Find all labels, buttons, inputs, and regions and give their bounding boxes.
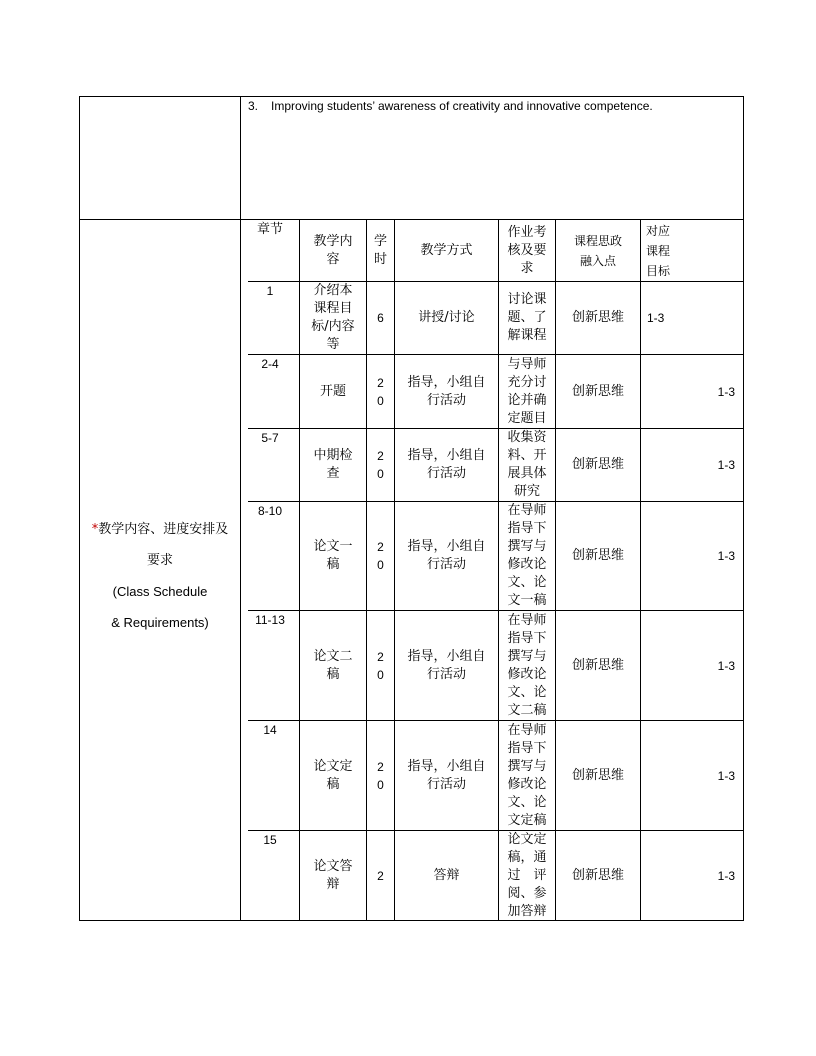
row-content: [300, 502, 366, 610]
row-method-line: 行活动: [426, 557, 466, 572]
row-method-line: 行活动: [426, 776, 466, 792]
row-assessment-line: 料、开: [507, 448, 547, 463]
row-assessment-line: 在导师: [507, 722, 547, 738]
row-hours-line: 0: [377, 467, 384, 481]
row-assessment: [499, 721, 555, 830]
section-label-line3: (Class Schedule: [112, 584, 208, 599]
row-hours: [367, 355, 394, 428]
row-goal-cell: [641, 429, 743, 501]
header-assessment-line: 求: [520, 260, 534, 276]
row-content: [300, 429, 366, 501]
row-assessment-line: 在导师: [507, 503, 547, 518]
row-hours-line: 2: [377, 449, 384, 463]
row-method-line: 指导，小组自: [407, 448, 486, 463]
row-content-line: 稿: [326, 557, 340, 572]
row-content-line: 开题: [319, 383, 346, 399]
row-assessment: [499, 282, 555, 354]
header-goal: [646, 220, 670, 281]
row-ideology: 创新思维: [571, 867, 624, 883]
row-method-line: 指导，小组自: [407, 539, 486, 554]
row-assessment-line: 撰写与: [507, 648, 547, 664]
row-method: [395, 831, 498, 920]
row-assessment-line: 阅、参: [507, 885, 547, 901]
header-hours-line: 学: [373, 233, 387, 249]
header-ideology: [556, 220, 640, 281]
row-assessment: [499, 831, 555, 920]
row-ideology-cell: [556, 282, 640, 354]
header-goal-line: 对应: [646, 223, 671, 238]
row-ideology: 创新思维: [571, 548, 624, 563]
row-content-line: 论文答: [313, 858, 353, 874]
row-content: [300, 721, 366, 830]
row-goal-cell: [641, 831, 743, 920]
row-content: [300, 831, 366, 920]
row-hours-line: 0: [377, 558, 384, 572]
row-assessment-line: 修改论: [507, 557, 547, 572]
row-assessment-line: 撰写与: [507, 758, 547, 774]
row-assessment-line: 与导师: [507, 356, 547, 372]
row-assessment-line: 论文定: [507, 831, 547, 847]
row-assessment: [499, 611, 555, 720]
row-ideology-cell: [556, 721, 640, 830]
row-hours-line: 2: [377, 759, 384, 774]
row-content-line: 中期检: [313, 448, 353, 463]
row-ideology: 创新思维: [571, 383, 624, 399]
row-hours-line: 6: [377, 311, 384, 325]
row-method: [395, 429, 498, 501]
header-goal-line: 目标: [646, 263, 671, 278]
required-asterisk: *: [91, 522, 99, 537]
row-method: [395, 355, 498, 428]
row-content-line: 查: [326, 466, 340, 481]
row-hours: [367, 831, 394, 920]
row-hours: [367, 282, 394, 354]
row-assessment-line: 充分讨: [507, 374, 547, 390]
row-ideology-cell: [556, 502, 640, 610]
row-ideology-cell: [556, 429, 640, 501]
row-assessment-line: 指导下: [507, 740, 547, 756]
row-goal-cell: [641, 355, 743, 428]
row-hours-line: 2: [377, 868, 384, 883]
row-goal: 1-3: [647, 311, 665, 325]
row-assessment: [499, 429, 555, 501]
row-assessment: [499, 502, 555, 610]
row-ideology-cell: [556, 611, 640, 720]
row-chapter: 1: [266, 284, 274, 298]
row-assessment-line: 论并确: [507, 392, 547, 408]
row-assessment-line: 文、论: [507, 794, 547, 810]
row-goal: 1-3: [717, 384, 735, 399]
row-assessment-line: 展具体: [507, 466, 547, 481]
section-label: [80, 515, 240, 640]
header-method-line: 教学方式: [420, 242, 473, 258]
row-hours-line: 2: [377, 540, 384, 554]
row-ideology-cell: [556, 831, 640, 920]
row-assessment-line: 文定稿: [507, 812, 547, 828]
row-content: [300, 611, 366, 720]
header-content: [300, 220, 366, 281]
header-assessment: [499, 220, 555, 281]
row-assessment-line: 加答辩: [507, 903, 547, 919]
row-method-line: 指导，小组自: [407, 758, 486, 774]
header-hours-line: 时: [373, 251, 387, 267]
row-chapter: 11-13: [255, 613, 285, 627]
row-hours-line: 0: [377, 393, 384, 408]
row-chapter: 15: [263, 833, 277, 847]
row-method-line: 行活动: [426, 392, 466, 408]
header-ideology-line: 融入点: [579, 253, 616, 268]
header-hours: [367, 220, 394, 281]
row-goal: 1-3: [717, 868, 735, 883]
row-content-line: 等: [326, 337, 340, 352]
section-label-line4: & Requirements): [111, 615, 209, 630]
row-assessment-line: 撰写与: [507, 539, 547, 554]
row-ideology: 创新思维: [571, 310, 624, 325]
row-goal: 1-3: [717, 549, 735, 563]
row-ideology: 创新思维: [571, 657, 624, 673]
row-method-line: 答辩: [433, 867, 460, 883]
row-assessment-line: 指导下: [507, 630, 547, 646]
row-goal-cell: [641, 282, 743, 354]
row-assessment-line: 定题目: [507, 410, 547, 426]
row-ideology: 创新思维: [571, 767, 624, 783]
row-method-line: 讲授/讨论: [418, 310, 475, 325]
row-method: [395, 502, 498, 610]
row-assessment-line: 修改论: [507, 666, 547, 682]
header-chapter: 章节: [256, 222, 283, 237]
row-hours-line: 2: [377, 649, 384, 664]
header-assessment-line: 核及要: [507, 242, 547, 258]
row-assessment: [499, 355, 555, 428]
row-goal: 1-3: [717, 458, 735, 472]
row-assessment-line: 稿，通: [507, 849, 547, 865]
header-ideology-line: 课程思政: [573, 233, 622, 248]
row-hours-line: 0: [377, 777, 384, 792]
row-goal: 1-3: [717, 768, 735, 783]
row-content-line: 论文一: [313, 539, 353, 554]
row-hours-line: 0: [377, 667, 384, 682]
row-hours-line: 2: [377, 375, 384, 390]
row-content: [300, 282, 366, 354]
row-assessment-line: 研究: [513, 484, 540, 499]
section-label-line2: 要求: [146, 553, 173, 568]
row-chapter: 5-7: [261, 431, 279, 445]
row-assessment-line: 文二稿: [507, 702, 547, 718]
row-content: [300, 355, 366, 428]
row-assessment-line: 解课程: [507, 328, 547, 343]
row-content-line: 稿: [326, 776, 340, 792]
row-method: [395, 282, 498, 354]
section-label-line1: 教学内容、进度安排及: [98, 522, 229, 537]
row-assessment-line: 收集资: [507, 430, 547, 445]
row-goal-cell: [641, 611, 743, 720]
objective-number: 3.: [248, 99, 259, 113]
row-method-line: 指导，小组自: [407, 648, 486, 664]
row-method-line: 行活动: [426, 666, 466, 682]
row-content-line: 辩: [326, 876, 340, 892]
header-method: [395, 220, 498, 281]
row-content-line: 介绍本: [313, 283, 353, 298]
row-hours: [367, 611, 394, 720]
row-assessment-line: 文、论: [507, 575, 547, 590]
row-hours: [367, 502, 394, 610]
header-content-line: 教学内: [313, 233, 353, 249]
row-ideology: 创新思维: [571, 457, 624, 472]
row-assessment-line: 修改论: [507, 776, 547, 792]
row-chapter: 14: [263, 723, 277, 737]
row-hours: [367, 721, 394, 830]
row-method-line: 行活动: [426, 466, 466, 481]
row-content-line: 论文定: [313, 758, 353, 774]
row-ideology-cell: [556, 355, 640, 428]
row-assessment-line: 在导师: [507, 612, 547, 628]
row-assessment-line: 题、了: [507, 310, 547, 325]
header-content-line: 容: [326, 251, 340, 267]
row-assessment-line: 文、论: [507, 684, 547, 700]
row-goal: 1-3: [717, 658, 735, 673]
row-chapter: 2-4: [261, 357, 279, 371]
row-assessment-line: 讨论课: [507, 292, 547, 307]
row-goal-cell: [641, 502, 743, 610]
header-goal-line: 课程: [646, 243, 671, 258]
row-content-line: 课程目: [313, 301, 353, 316]
row-chapter: 8-10: [257, 504, 283, 518]
row-assessment-line: 过 评: [507, 867, 547, 883]
row-assessment-line: 指导下: [507, 521, 547, 536]
row-content-line: 论文二: [313, 648, 353, 664]
row-content-line: 标/内容: [311, 319, 355, 334]
row-goal-cell: [641, 721, 743, 830]
row-content-line: 稿: [326, 666, 340, 682]
row-method: [395, 721, 498, 830]
objective-text: Improving students’ awareness of creativity and innovative competence.: [271, 99, 653, 113]
row-assessment-line: 文一稿: [507, 593, 547, 608]
header-assessment-line: 作业考: [507, 224, 547, 240]
row-method-line: 指导，小组自: [407, 374, 486, 390]
row-method: [395, 611, 498, 720]
row-hours: [367, 429, 394, 501]
